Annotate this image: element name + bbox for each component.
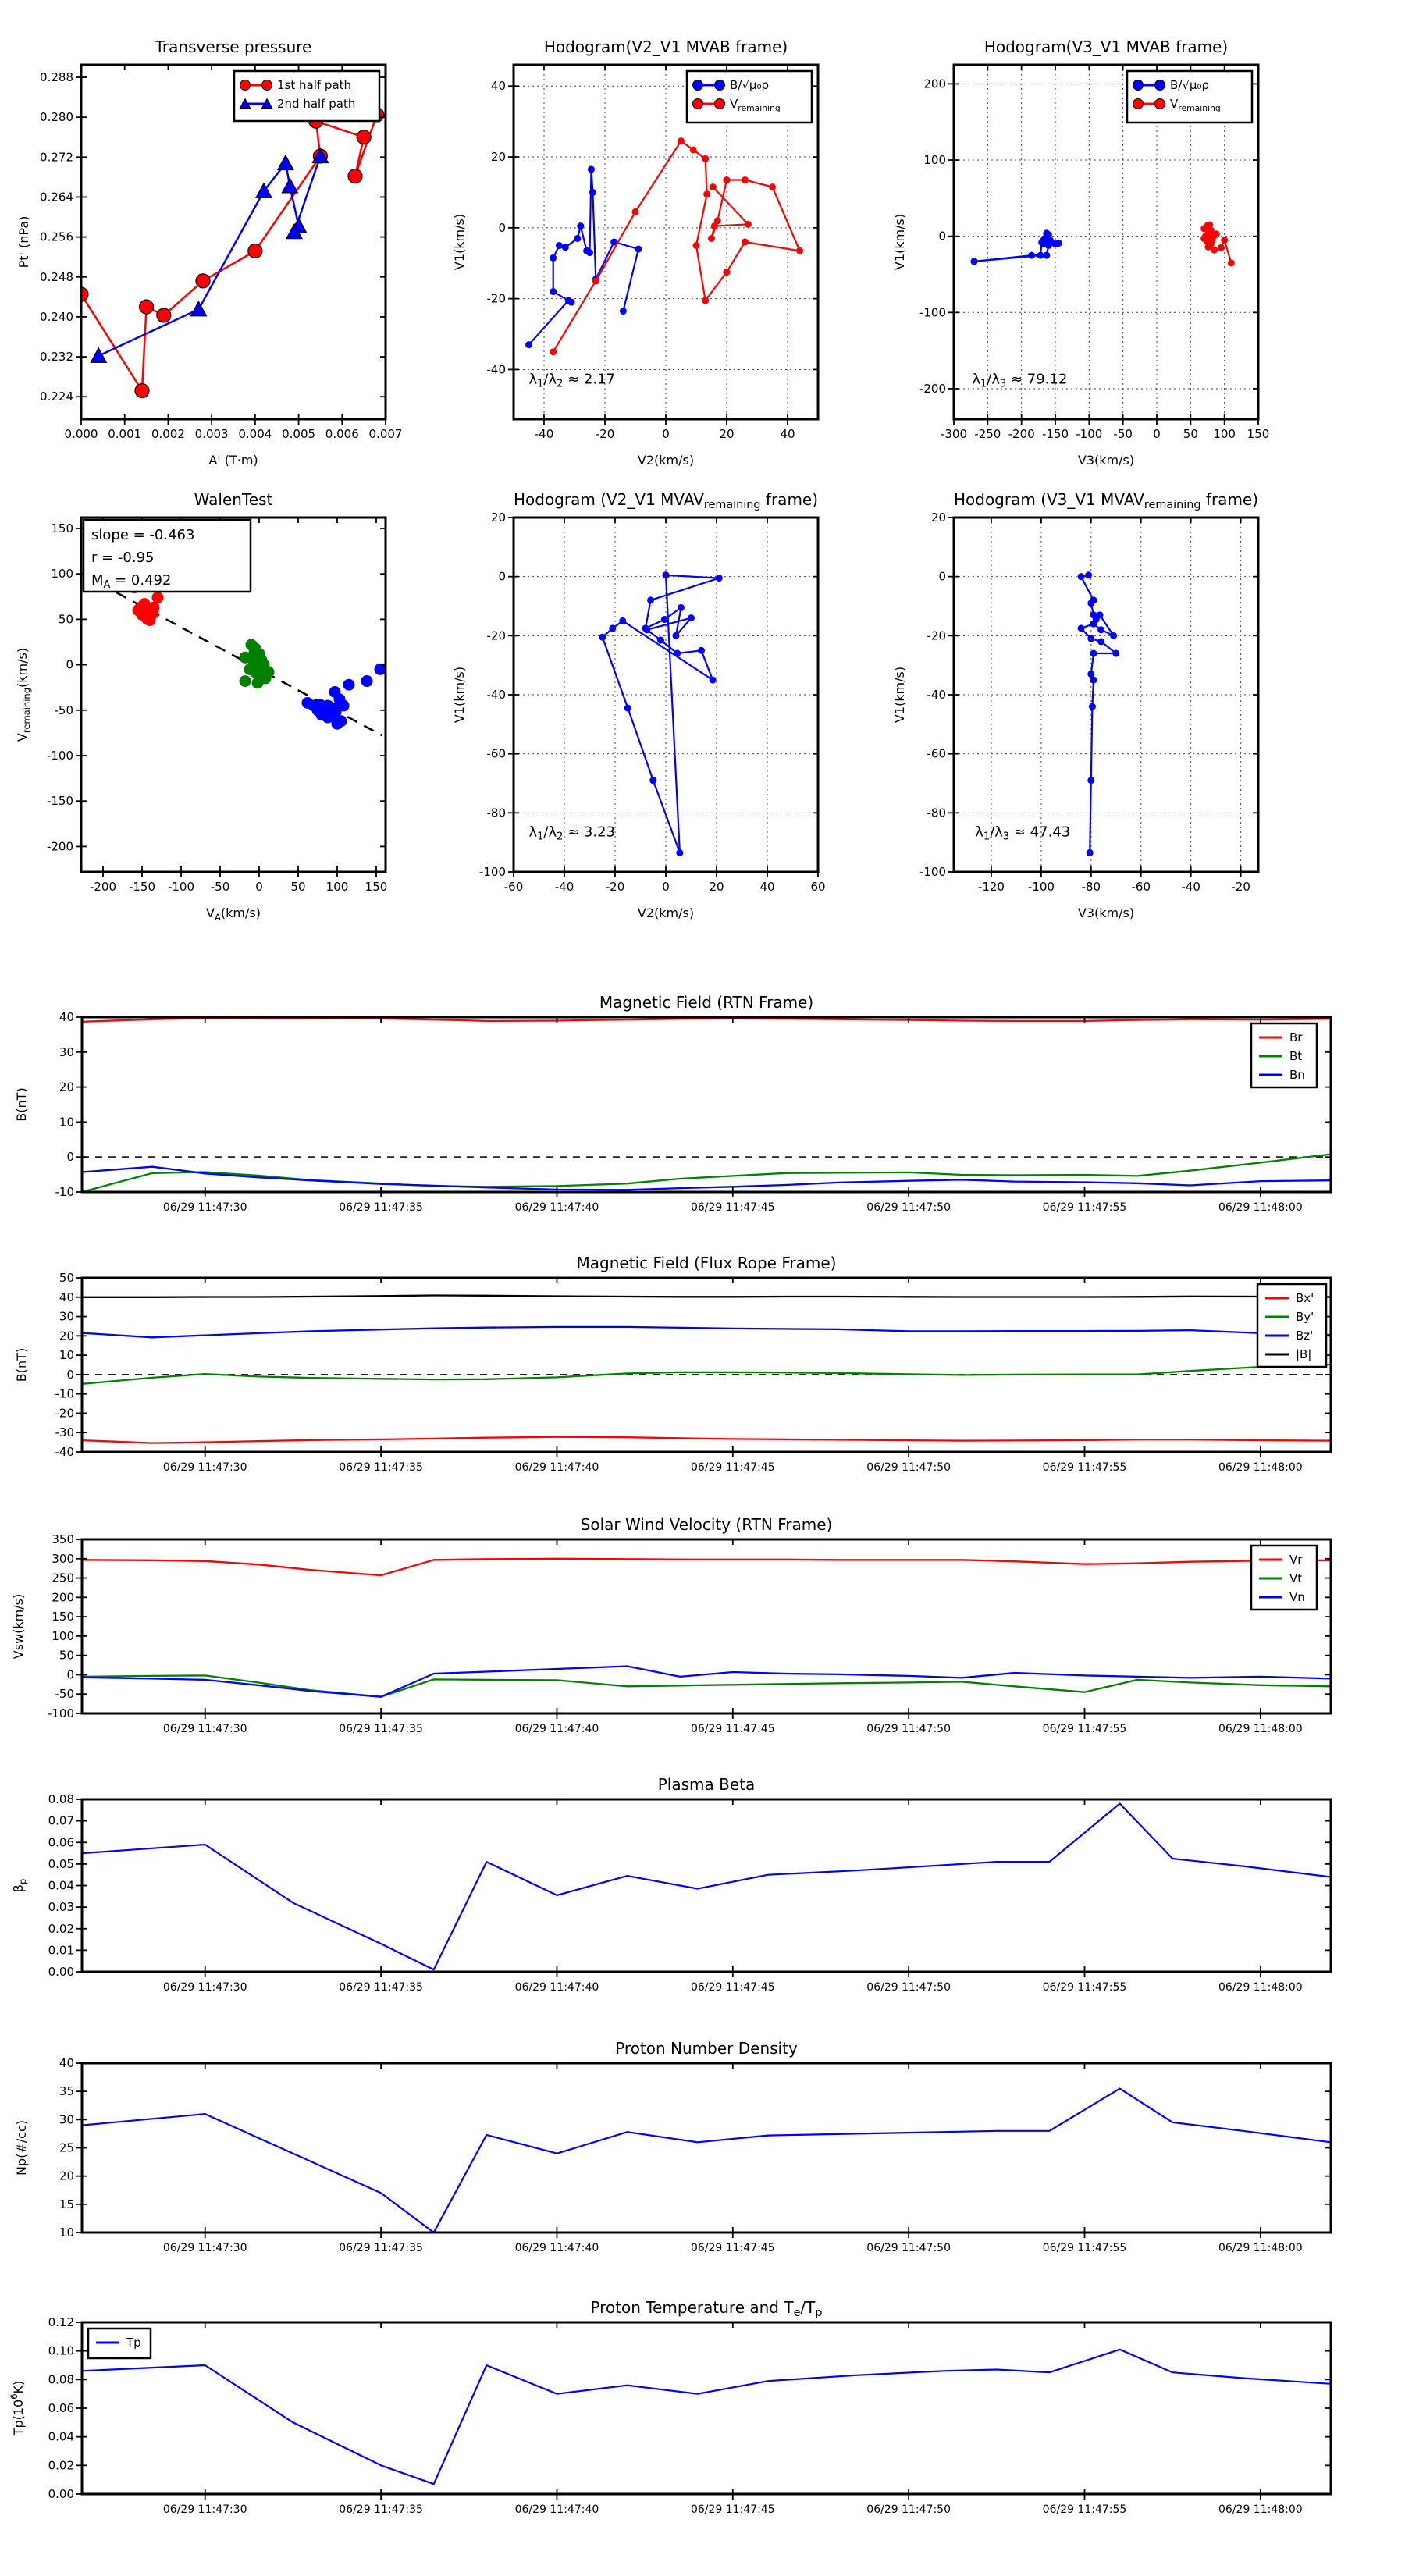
svg-text:-40: -40 xyxy=(927,688,946,702)
svg-text:100: 100 xyxy=(923,153,946,168)
svg-text:Tp: Tp xyxy=(126,2336,141,2350)
svg-text:40: 40 xyxy=(759,880,775,894)
svg-text:-20: -20 xyxy=(55,1406,74,1421)
svg-text:06/29 11:47:30: 06/29 11:47:30 xyxy=(162,1461,247,1474)
svg-text:06/29 11:47:55: 06/29 11:47:55 xyxy=(1042,1461,1127,1474)
svg-text:0.232: 0.232 xyxy=(40,350,73,365)
svg-text:06/29 11:47:55: 06/29 11:47:55 xyxy=(1042,2503,1127,2516)
svg-text:-20: -20 xyxy=(605,880,625,894)
svg-text:V3(km/s): V3(km/s) xyxy=(1077,453,1135,468)
svg-text:Bz': Bz' xyxy=(1296,1329,1314,1343)
svg-text:Vremaining: $V_{remaining}$ xyxy=(730,97,781,113)
svg-text:-200: -200 xyxy=(1008,427,1035,441)
svg-text:0.00: 0.00 xyxy=(48,2487,74,2501)
svg-text:06/29 11:47:30: 06/29 11:47:30 xyxy=(162,1723,247,1735)
svg-text:V2(km/s): V2(km/s) xyxy=(637,453,695,468)
chart-solar-wind-velocity xyxy=(11,1515,1331,1735)
svg-text:06/29 11:47:50: 06/29 11:47:50 xyxy=(866,2242,951,2254)
svg-text:-10: -10 xyxy=(55,1386,74,1401)
svg-text:100: 100 xyxy=(1213,427,1236,441)
svg-text:Vn: Vn xyxy=(1289,1590,1305,1604)
svg-text:50: 50 xyxy=(58,612,73,627)
svg-text:40: 40 xyxy=(59,1010,74,1024)
svg-text:-60: -60 xyxy=(927,746,946,761)
svg-text:100: 100 xyxy=(325,880,349,894)
svg-text:06/29 11:47:30: 06/29 11:47:30 xyxy=(162,2242,247,2254)
svg-text:06/29 11:47:30: 06/29 11:47:30 xyxy=(162,1981,247,1994)
chart-walen-test xyxy=(15,490,388,923)
svg-text:-60: -60 xyxy=(486,746,506,761)
svg-text:Vt: Vt xyxy=(1289,1571,1303,1585)
svg-text:60: 60 xyxy=(810,880,826,894)
svg-text:Bt: Bt xyxy=(1289,1049,1303,1063)
svg-text:20: 20 xyxy=(59,1080,74,1094)
svg-text:30: 30 xyxy=(59,1309,74,1324)
svg-text:-80: -80 xyxy=(927,806,946,820)
svg-text:06/29 11:47:55: 06/29 11:47:55 xyxy=(1042,2242,1127,2254)
chart-transverse-pressure xyxy=(16,37,403,468)
svg-text:06/29 11:47:45: 06/29 11:47:45 xyxy=(690,2242,775,2254)
svg-text:-40: -40 xyxy=(486,362,506,377)
svg-text:0: 0 xyxy=(66,1367,74,1382)
svg-text:βp: $\beta_p$ xyxy=(11,1878,28,1893)
chart-magnetic-field-rtn xyxy=(14,993,1331,1214)
svg-text:06/29 11:47:45: 06/29 11:47:45 xyxy=(690,1723,775,1735)
svg-text:slope = -0.463: slope = -0.463 xyxy=(91,527,195,543)
svg-text:-300: -300 xyxy=(940,427,968,441)
svg-text:-50: -50 xyxy=(55,1687,74,1702)
svg-text:0: 0 xyxy=(662,427,670,441)
svg-text:Hodogram (V2_V1 MVAVremaining: Hodogram (V2_V1 $MVAV_{remaining}$ frame) xyxy=(513,490,819,511)
svg-text:-100: -100 xyxy=(919,305,946,320)
svg-text:|B|: |B| xyxy=(1296,1347,1312,1361)
svg-text:-100: -100 xyxy=(46,748,73,763)
svg-text:06/29 11:47:50: 06/29 11:47:50 xyxy=(866,1201,951,1214)
svg-text:06/29 11:47:35: 06/29 11:47:35 xyxy=(339,2242,423,2254)
svg-text:Bn: Bn xyxy=(1289,1068,1305,1082)
svg-text:100: 100 xyxy=(52,1628,74,1643)
svg-text:20: 20 xyxy=(930,511,946,525)
svg-text:06/29 11:47:40: 06/29 11:47:40 xyxy=(514,1981,599,1994)
svg-text:-250: -250 xyxy=(974,427,1001,441)
svg-text:40: 40 xyxy=(59,2056,74,2070)
svg-text:0: 0 xyxy=(938,229,946,244)
svg-text:0: 0 xyxy=(1153,427,1161,441)
svg-text:0.248: 0.248 xyxy=(40,269,73,284)
svg-text:06/29 11:47:45: 06/29 11:47:45 xyxy=(690,2503,775,2516)
svg-text:0.002: 0.002 xyxy=(151,427,185,441)
svg-text:Np(#/cc): Np(#/cc) xyxy=(14,2120,29,2176)
svg-text:40: 40 xyxy=(59,1290,74,1304)
svg-text:Vremaining: $V_{remaining}$ xyxy=(1170,97,1221,113)
svg-text:30: 30 xyxy=(59,1044,74,1059)
svg-text:1st half path: 1st half path xyxy=(277,78,352,92)
svg-text:Hodogram(V2_V1 MVAB frame): Hodogram(V2_V1 MVAB frame) xyxy=(543,37,788,56)
svg-text:06/29 11:47:35: 06/29 11:47:35 xyxy=(339,2503,423,2516)
svg-text:-50: -50 xyxy=(210,880,230,894)
svg-text:B/√μ₀ρ: B/√μ₀ρ xyxy=(730,78,769,92)
svg-text:0: 0 xyxy=(938,569,946,584)
svg-text:06/29 11:47:55: 06/29 11:47:55 xyxy=(1042,1723,1127,1735)
svg-text:0.03: 0.03 xyxy=(48,1900,74,1915)
svg-text:By': By' xyxy=(1296,1310,1314,1324)
svg-text:-10: -10 xyxy=(55,1185,74,1199)
svg-text:-40: -40 xyxy=(1181,880,1200,894)
svg-text:15: 15 xyxy=(59,2197,74,2211)
svg-text:-100: -100 xyxy=(167,880,195,894)
svg-text:λ1/λ3 ≈ 47.43: $\lambda_1/\lambda_3 \approx 47.43$ xyxy=(975,824,1071,843)
svg-text:06/29 11:47:55: 06/29 11:47:55 xyxy=(1042,1201,1127,1214)
svg-text:-100: -100 xyxy=(1076,427,1103,441)
svg-text:300: 300 xyxy=(52,1551,74,1566)
svg-text:200: 200 xyxy=(52,1590,74,1605)
svg-text:20: 20 xyxy=(709,880,724,894)
svg-text:06/29 11:47:40: 06/29 11:47:40 xyxy=(514,1461,599,1474)
svg-text:-40: -40 xyxy=(534,427,554,441)
chart-hodogram-v3v1-mvav xyxy=(892,490,1259,920)
svg-text:WalenTest: WalenTest xyxy=(194,490,273,509)
svg-text:0.02: 0.02 xyxy=(48,1921,74,1936)
svg-text:35: 35 xyxy=(59,2084,74,2099)
svg-text:-30: -30 xyxy=(55,1425,74,1440)
svg-text:Vremaining(km/s): $V_{remaining}(km/s)$ xyxy=(15,647,32,742)
svg-text:20: 20 xyxy=(719,427,735,441)
svg-text:0.288: 0.288 xyxy=(40,69,73,84)
svg-text:06/29 11:47:50: 06/29 11:47:50 xyxy=(866,1461,951,1474)
svg-text:0.007: 0.007 xyxy=(368,427,403,441)
svg-text:06/29 11:48:00: 06/29 11:48:00 xyxy=(1218,1201,1303,1214)
svg-text:Proton Number Density: Proton Number Density xyxy=(615,2039,798,2058)
svg-text:20: 20 xyxy=(59,2169,74,2183)
svg-text:0.08: 0.08 xyxy=(48,1792,74,1806)
svg-text:06/29 11:48:00: 06/29 11:48:00 xyxy=(1218,1461,1303,1474)
svg-text:06/29 11:47:50: 06/29 11:47:50 xyxy=(866,1981,951,1994)
svg-text:06/29 11:47:40: 06/29 11:47:40 xyxy=(514,2503,599,2516)
svg-text:Bx': Bx' xyxy=(1296,1291,1314,1305)
svg-text:B(nT): B(nT) xyxy=(14,1347,29,1382)
svg-text:0.000: 0.000 xyxy=(64,427,98,441)
chart-hodogram-v2v1-mvab xyxy=(452,37,818,468)
svg-text:10: 10 xyxy=(59,1115,74,1130)
svg-text:0.001: 0.001 xyxy=(108,427,142,441)
svg-text:150: 150 xyxy=(52,1610,74,1624)
svg-text:-100: -100 xyxy=(1027,880,1055,894)
svg-text:Pt' (nPa): Pt' (nPa) xyxy=(16,215,31,269)
svg-text:VA(km/s): $V_A(km/s)$ xyxy=(206,906,261,923)
svg-text:20: 20 xyxy=(490,511,506,525)
svg-text:0: 0 xyxy=(66,1150,74,1165)
svg-text:-80: -80 xyxy=(1081,880,1101,894)
svg-text:06/29 11:47:35: 06/29 11:47:35 xyxy=(339,1981,423,1994)
svg-text:0.06: 0.06 xyxy=(48,1835,74,1850)
svg-text:200: 200 xyxy=(923,76,946,91)
svg-text:V1(km/s): V1(km/s) xyxy=(892,666,907,724)
svg-text:0.006: 0.006 xyxy=(325,427,359,441)
chart-proton-number-density xyxy=(14,2039,1331,2254)
svg-text:Br: Br xyxy=(1289,1030,1303,1044)
svg-text:λ1/λ2 ≈ 3.23: $\lambda_1/\lambda_2 \approx 3.23$ xyxy=(528,824,615,843)
svg-text:0.07: 0.07 xyxy=(48,1813,74,1828)
svg-text:-150: -150 xyxy=(1041,427,1069,441)
svg-text:Plasma Beta: Plasma Beta xyxy=(657,1775,756,1794)
svg-text:0.256: 0.256 xyxy=(40,229,73,244)
svg-text:Proton Temperature and Te/Tp: Proton Temperature and $T_e/T_p$ xyxy=(590,2298,823,2319)
svg-text:06/29 11:47:45: 06/29 11:47:45 xyxy=(690,1981,775,1994)
svg-text:-60: -60 xyxy=(503,880,524,894)
svg-text:-100: -100 xyxy=(478,865,506,879)
svg-text:-60: -60 xyxy=(1131,880,1151,894)
svg-text:0.240: 0.240 xyxy=(40,309,73,324)
svg-text:-150: -150 xyxy=(128,880,156,894)
svg-text:06/29 11:48:00: 06/29 11:48:00 xyxy=(1218,1723,1303,1735)
svg-text:06/29 11:47:50: 06/29 11:47:50 xyxy=(866,1723,951,1735)
svg-text:06/29 11:47:35: 06/29 11:47:35 xyxy=(339,1201,423,1214)
svg-text:50: 50 xyxy=(1183,427,1198,441)
svg-text:Magnetic Field (RTN Frame): Magnetic Field (RTN Frame) xyxy=(599,993,814,1012)
svg-text:0.05: 0.05 xyxy=(48,1856,74,1871)
svg-text:0.01: 0.01 xyxy=(48,1943,74,1958)
svg-text:250: 250 xyxy=(52,1571,74,1585)
svg-text:-50: -50 xyxy=(54,703,73,717)
svg-text:0: 0 xyxy=(66,657,73,672)
svg-text:06/29 11:47:35: 06/29 11:47:35 xyxy=(339,1723,423,1735)
svg-text:B/√μ₀ρ: B/√μ₀ρ xyxy=(1170,78,1209,92)
svg-text:25: 25 xyxy=(59,2140,74,2155)
svg-text:V2(km/s): V2(km/s) xyxy=(637,906,695,920)
svg-text:-200: -200 xyxy=(919,381,946,396)
svg-text:0.06: 0.06 xyxy=(48,2401,74,2415)
svg-text:V1(km/s): V1(km/s) xyxy=(892,213,907,271)
svg-text:-20: -20 xyxy=(1231,880,1250,894)
chart-hodogram-v2v1-mvav xyxy=(452,490,826,920)
svg-text:Transverse pressure: Transverse pressure xyxy=(155,37,312,56)
svg-text:-40: -40 xyxy=(55,1445,74,1459)
svg-text:-20: -20 xyxy=(486,291,506,306)
svg-text:06/29 11:47:30: 06/29 11:47:30 xyxy=(162,1201,247,1214)
svg-text:06/29 11:47:40: 06/29 11:47:40 xyxy=(514,1201,599,1214)
chart-magnetic-field-flux-rope xyxy=(14,1254,1331,1474)
svg-text:0: 0 xyxy=(662,880,670,894)
svg-text:06/29 11:47:30: 06/29 11:47:30 xyxy=(162,2503,247,2516)
svg-text:-100: -100 xyxy=(47,1706,74,1720)
svg-text:0.12: 0.12 xyxy=(48,2315,74,2329)
svg-text:0.280: 0.280 xyxy=(40,110,73,125)
svg-text:0.00: 0.00 xyxy=(48,1965,74,1979)
svg-text:0.272: 0.272 xyxy=(40,150,73,165)
svg-text:06/29 11:47:40: 06/29 11:47:40 xyxy=(514,2242,599,2254)
svg-text:06/29 11:48:00: 06/29 11:48:00 xyxy=(1218,1981,1303,1994)
svg-text:-20: -20 xyxy=(927,628,946,643)
svg-text:06/29 11:47:40: 06/29 11:47:40 xyxy=(514,1723,599,1735)
svg-text:20: 20 xyxy=(59,1329,74,1343)
svg-text:r = -0.95: r = -0.95 xyxy=(91,550,155,566)
svg-text:Solar Wind Velocity (RTN Frame: Solar Wind Velocity (RTN Frame) xyxy=(580,1515,833,1534)
svg-text:-100: -100 xyxy=(919,865,946,879)
svg-text:λ1/λ2 ≈ 2.17: $\lambda_1/\lambda_2 \approx 2.17$ xyxy=(528,371,615,390)
svg-text:Hodogram (V3_V1 MVAVremaining: Hodogram (V3_V1 $MVAV_{remaining}$ frame) xyxy=(953,490,1259,511)
svg-text:06/29 11:47:55: 06/29 11:47:55 xyxy=(1042,1981,1127,1994)
svg-text:-50: -50 xyxy=(1113,427,1133,441)
svg-text:0.224: 0.224 xyxy=(40,390,73,404)
svg-text:V3(km/s): V3(km/s) xyxy=(1077,906,1135,920)
svg-text:150: 150 xyxy=(1247,427,1270,441)
svg-text:350: 350 xyxy=(52,1532,74,1546)
svg-text:0.02: 0.02 xyxy=(48,2458,74,2473)
svg-text:0.004: 0.004 xyxy=(238,427,272,441)
svg-text:-80: -80 xyxy=(486,806,506,820)
svg-text:06/29 11:47:35: 06/29 11:47:35 xyxy=(339,1461,423,1474)
svg-text:06/29 11:47:45: 06/29 11:47:45 xyxy=(690,1201,775,1214)
chart-plasma-beta xyxy=(11,1775,1331,1994)
svg-text:-200: -200 xyxy=(89,880,117,894)
svg-text:40: 40 xyxy=(490,79,506,94)
svg-text:V1(km/s): V1(km/s) xyxy=(452,213,467,271)
svg-text:0.264: 0.264 xyxy=(40,190,73,205)
chart-hodogram-v3v1-mvab xyxy=(892,37,1270,468)
svg-text:30: 30 xyxy=(59,2112,74,2127)
svg-text:0.04: 0.04 xyxy=(48,1878,74,1893)
svg-text:50: 50 xyxy=(290,880,306,894)
svg-text:0: 0 xyxy=(66,1667,74,1682)
svg-text:150: 150 xyxy=(365,880,388,894)
svg-text:0: 0 xyxy=(255,880,263,894)
svg-text:V1(km/s): V1(km/s) xyxy=(452,666,467,724)
svg-text:40: 40 xyxy=(780,427,795,441)
svg-text:0.003: 0.003 xyxy=(194,427,229,441)
svg-text:Tp(106K): $Tp(10^6K)$ xyxy=(9,2380,26,2436)
svg-text:10: 10 xyxy=(59,2226,74,2240)
chart-proton-temperature xyxy=(9,2298,1331,2516)
svg-text:100: 100 xyxy=(51,567,73,582)
svg-text:0.10: 0.10 xyxy=(48,2343,74,2358)
svg-text:50: 50 xyxy=(59,1271,74,1285)
svg-text:-20: -20 xyxy=(595,427,615,441)
svg-text:-40: -40 xyxy=(486,688,506,702)
svg-text:0.005: 0.005 xyxy=(282,427,316,441)
svg-text:06/29 11:48:00: 06/29 11:48:00 xyxy=(1218,2503,1303,2516)
svg-text:Magnetic Field (Flux Rope Fram: Magnetic Field (Flux Rope Frame) xyxy=(576,1254,837,1272)
svg-text:10: 10 xyxy=(59,1348,74,1363)
svg-text:06/29 11:48:00: 06/29 11:48:00 xyxy=(1218,2242,1303,2254)
svg-text:-40: -40 xyxy=(554,880,574,894)
svg-text:-20: -20 xyxy=(486,628,506,643)
svg-text:-150: -150 xyxy=(46,794,73,809)
svg-text:A' (T·m): A' (T·m) xyxy=(208,453,258,468)
svg-text:06/29 11:47:50: 06/29 11:47:50 xyxy=(866,2503,951,2516)
svg-text:-120: -120 xyxy=(977,880,1005,894)
svg-text:0: 0 xyxy=(498,220,506,235)
svg-text:Hodogram(V3_V1 MVAB frame): Hodogram(V3_V1 MVAB frame) xyxy=(984,37,1229,56)
svg-text:λ1/λ3 ≈ 79.12: $\lambda_1/\lambda_3 \approx 79.12$ xyxy=(972,371,1068,390)
svg-text:MA = 0.492: $M_A = 0.492$ xyxy=(91,572,172,591)
svg-text:150: 150 xyxy=(51,521,73,535)
svg-text:0.04: 0.04 xyxy=(48,2429,74,2444)
svg-text:2nd half path: 2nd half path xyxy=(277,97,356,111)
svg-text:0.08: 0.08 xyxy=(48,2372,74,2387)
svg-text:B(nT): B(nT) xyxy=(14,1087,29,1122)
svg-text:Vsw(km/s): Vsw(km/s) xyxy=(11,1593,26,1660)
svg-text:0: 0 xyxy=(498,569,506,584)
svg-text:Vr: Vr xyxy=(1289,1553,1303,1567)
svg-text:-200: -200 xyxy=(46,839,73,854)
svg-text:20: 20 xyxy=(490,150,506,165)
svg-text:06/29 11:47:45: 06/29 11:47:45 xyxy=(690,1461,775,1474)
svg-text:50: 50 xyxy=(59,1648,74,1663)
